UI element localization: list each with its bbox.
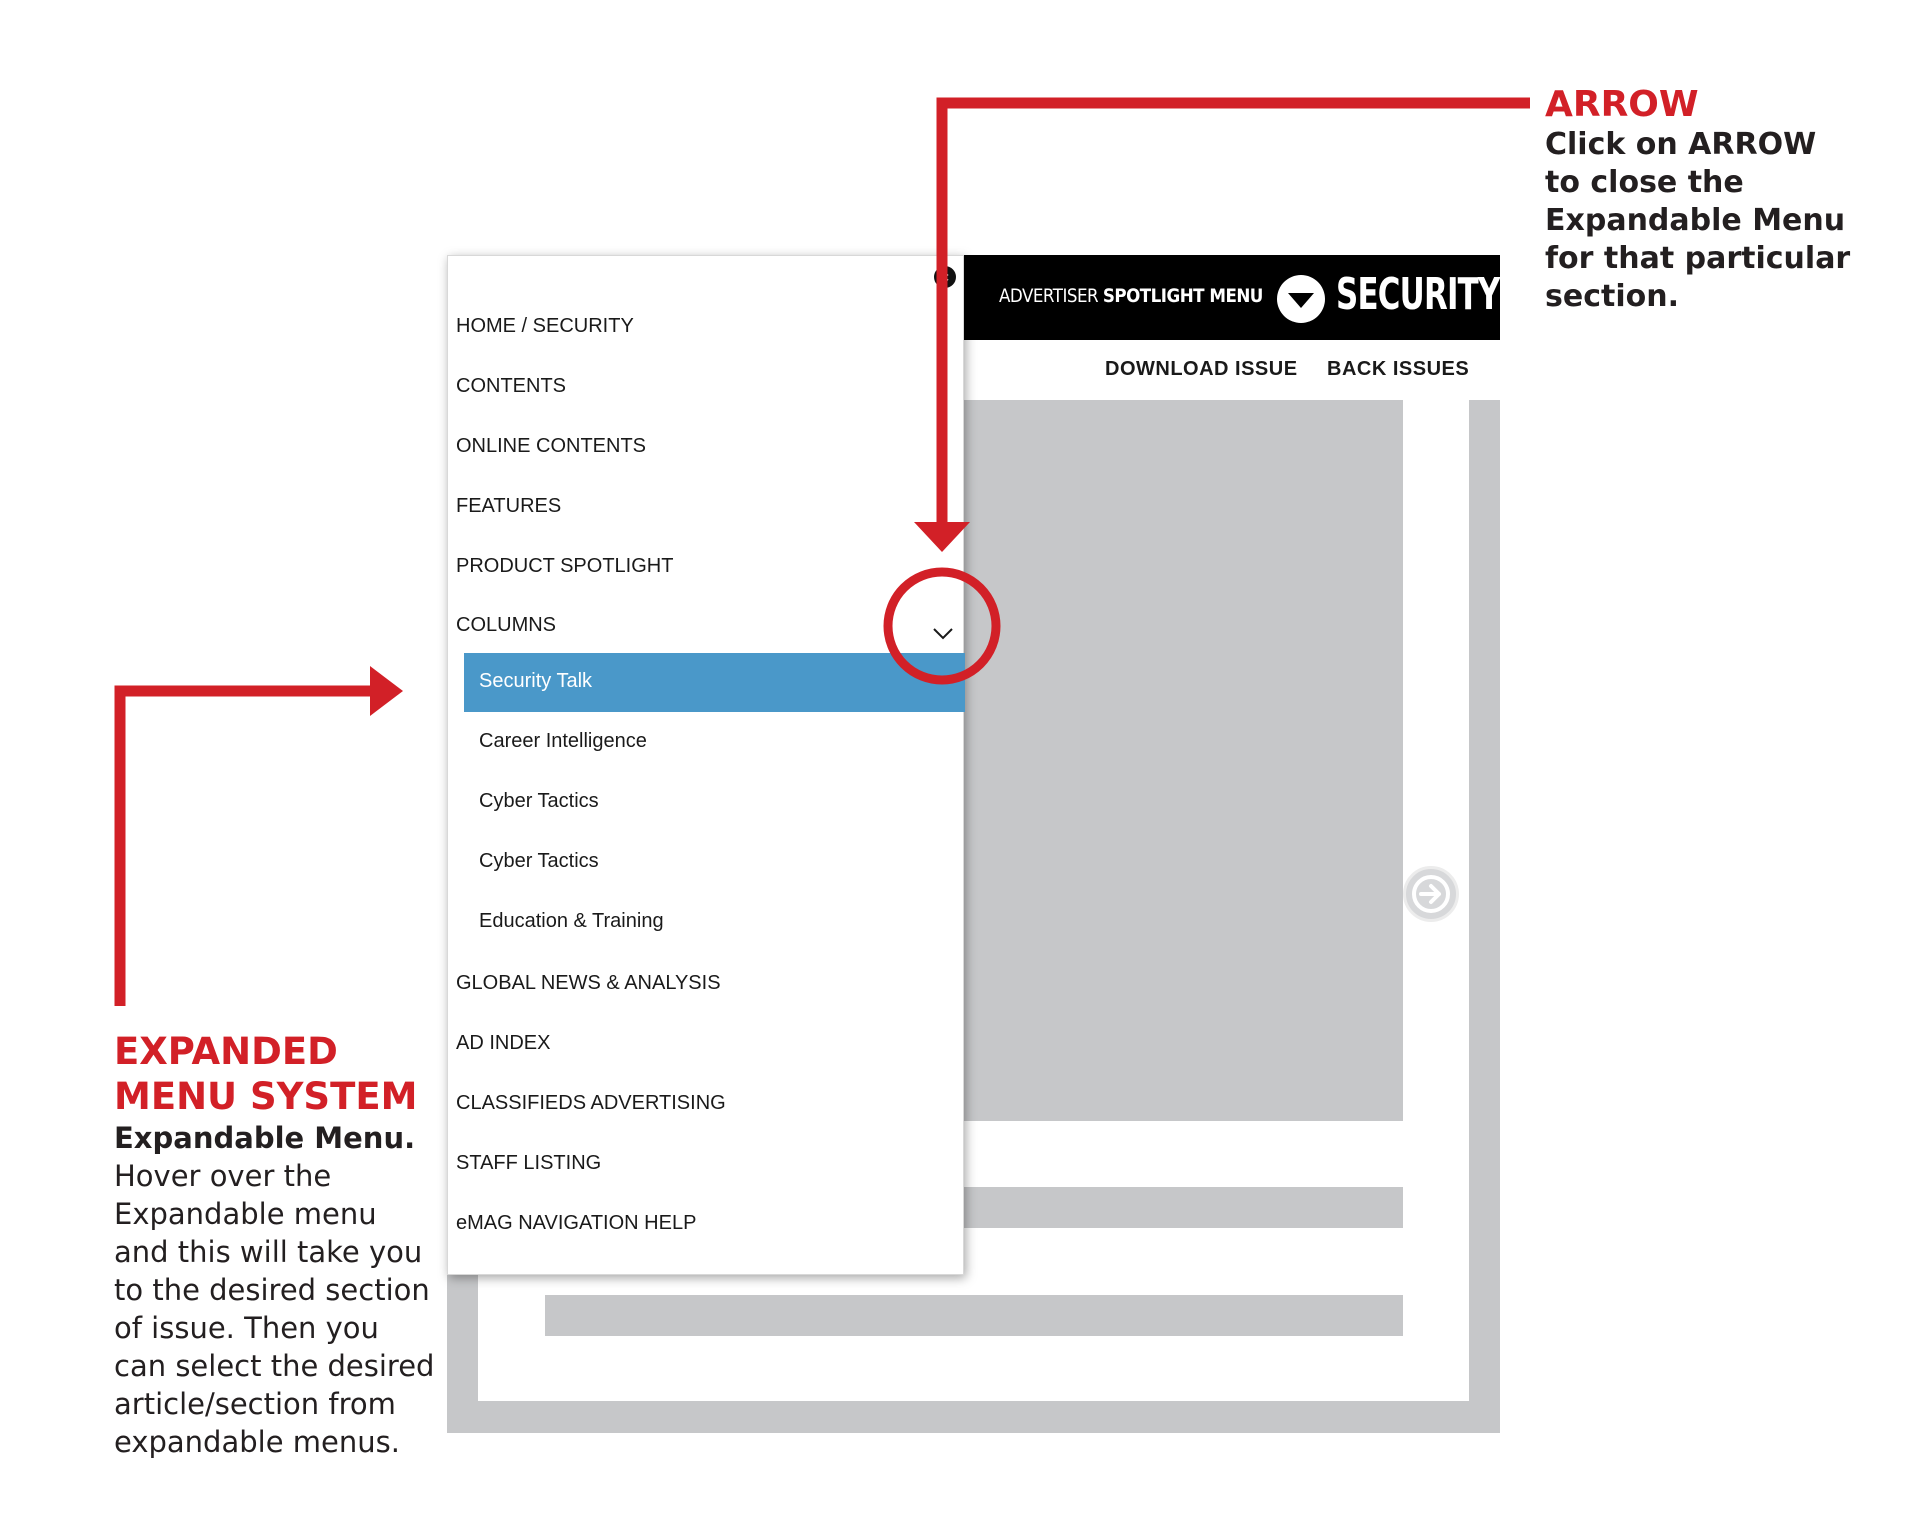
menu-item-features[interactable]: FEATURES: [456, 495, 562, 517]
menu-item-ad-index[interactable]: AD INDEX: [456, 1032, 551, 1054]
expanded-annotation-line: and this will take you: [114, 1235, 423, 1269]
menu-item-contents[interactable]: CONTENTS: [456, 375, 566, 397]
arrow-callout-line: [914, 103, 1530, 552]
submenu-item-label: Career Intelligence: [479, 730, 647, 752]
expanded-annotation-line: can select the desired: [114, 1349, 435, 1383]
spotlight-menu-text: SPOTLIGHT MENU: [1102, 285, 1263, 307]
highlight-circle: [888, 572, 996, 680]
download-issue-link[interactable]: DOWNLOAD ISSUE: [1105, 358, 1298, 380]
arrow-annotation-line: to close the: [1545, 165, 1744, 200]
expanded-annotation-line: to the desired section: [114, 1273, 430, 1307]
arrow-annotation-line: section.: [1545, 279, 1679, 314]
expanded-annotation-line: expandable menus.: [114, 1425, 400, 1459]
expanded-annotation-line: of issue. Then you: [114, 1311, 379, 1345]
menu-item-online-contents[interactable]: ONLINE CONTENTS: [456, 435, 647, 457]
menu-item-classifieds[interactable]: CLASSIFIEDS ADVERTISING: [456, 1092, 726, 1114]
menu-item-emag-help[interactable]: eMAG NAVIGATION HELP: [456, 1212, 697, 1234]
advertiser-prefix: ADVERTISER: [999, 285, 1099, 307]
expanded-annotation-line: Expandable menu: [114, 1197, 377, 1231]
submenu-item-label: Cyber Tactics: [479, 790, 599, 812]
expanded-annotation-subtitle: Expandable Menu.: [114, 1121, 416, 1155]
submenu-item-label: Cyber Tactics: [479, 850, 599, 872]
menu-item-staff-listing[interactable]: STAFF LISTING: [456, 1152, 602, 1174]
arrow-annotation-line: Expandable Menu: [1545, 203, 1846, 238]
menu-item-columns[interactable]: COLUMNS: [456, 614, 557, 636]
menu-item-global-news[interactable]: GLOBAL NEWS & ANALYSIS: [456, 972, 721, 994]
expanded-annotation-line: Hover over the: [114, 1159, 332, 1193]
close-icon[interactable]: ×: [934, 266, 956, 288]
arrow-annotation-title: ARROW: [1545, 84, 1699, 125]
security-logo[interactable]: SECURITY: [1336, 269, 1500, 320]
expanded-menu-callout-line: [120, 666, 403, 1006]
menu-item-home-security[interactable]: HOME / SECURITY: [456, 315, 634, 337]
submenu-item-label: Education & Training: [479, 910, 664, 932]
expanded-annotation-title: EXPANDED: [114, 1030, 338, 1073]
arrow-annotation-line: Click on ARROW: [1545, 127, 1817, 162]
back-issues-link[interactable]: BACK ISSUES: [1327, 358, 1470, 380]
expanded-annotation-line: article/section from: [114, 1387, 396, 1421]
submenu-item-label: Security Talk: [479, 670, 593, 692]
menu-item-product-spotlight[interactable]: PRODUCT SPOTLIGHT: [456, 555, 674, 577]
expanded-annotation-title: MENU SYSTEM: [114, 1075, 418, 1118]
arrow-annotation-line: for that particular: [1545, 241, 1851, 276]
